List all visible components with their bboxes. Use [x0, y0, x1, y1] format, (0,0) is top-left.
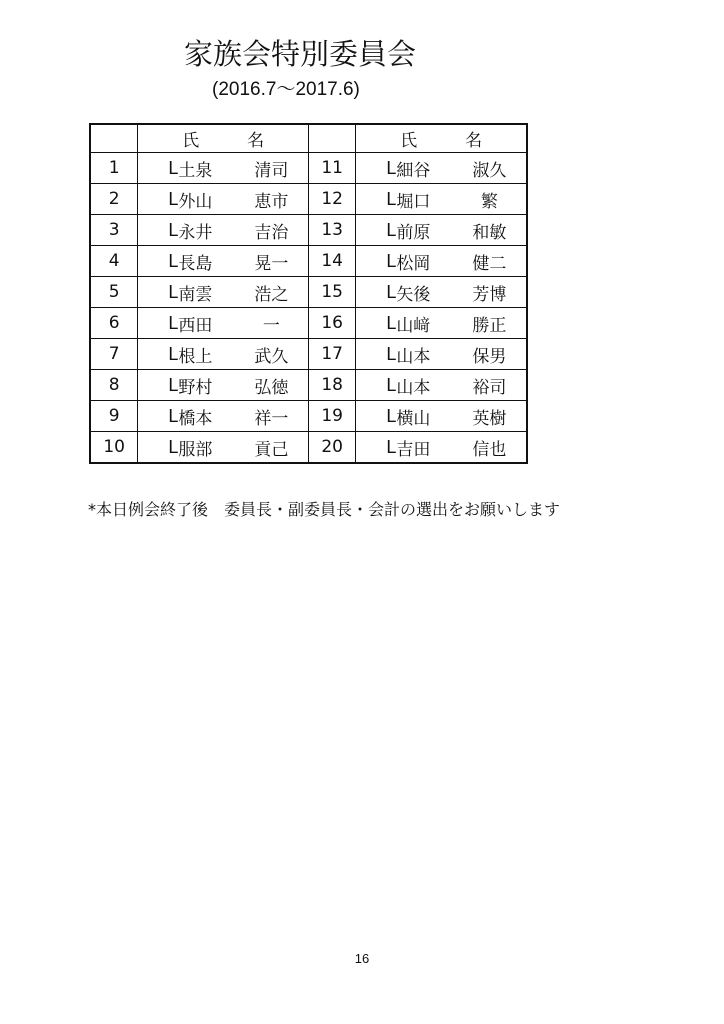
member-surname: 橋本 — [178, 408, 213, 429]
member-name-wrap — [356, 373, 526, 398]
member-name-wrap — [138, 435, 308, 460]
member-number-right: 11 — [308, 153, 355, 184]
member-surname: 細谷 — [396, 160, 431, 181]
member-number-left: 7 — [90, 339, 138, 370]
member-name-wrap — [138, 373, 308, 398]
member-name-right — [356, 370, 527, 401]
member-surname: 永井 — [178, 222, 213, 243]
lions-prefix: L — [168, 188, 179, 209]
member-surname: 根上 — [178, 346, 213, 367]
member-name-wrap — [356, 218, 526, 243]
member-name-right — [356, 277, 527, 308]
member-name-wrap — [138, 404, 308, 429]
member-name-wrap — [356, 156, 526, 181]
member-name-right — [356, 246, 527, 277]
lions-prefix: L — [386, 312, 397, 333]
member-number-right: 20 — [308, 432, 355, 464]
member-name-right — [356, 339, 527, 370]
header-number-left — [90, 124, 138, 153]
member-number-right: 12 — [308, 184, 355, 215]
member-name-left — [138, 308, 309, 339]
lions-prefix: L — [386, 219, 397, 240]
member-given-name: 裕司 — [472, 377, 507, 398]
member-surname: 松岡 — [396, 253, 431, 274]
member-name-right — [356, 215, 527, 246]
lions-prefix: L — [386, 281, 397, 302]
member-surname: 長島 — [178, 253, 213, 274]
member-number-left: 8 — [90, 370, 138, 401]
member-given-name: 健二 — [472, 253, 507, 274]
member-given-name: 吉治 — [254, 222, 289, 243]
member-number-right: 14 — [308, 246, 355, 277]
member-surname: 山本 — [396, 346, 431, 367]
lions-prefix: L — [386, 405, 397, 426]
member-given-name: 繁 — [480, 191, 498, 212]
member-number-left: 3 — [90, 215, 138, 246]
member-surname: 堀口 — [396, 191, 431, 212]
member-name-wrap — [138, 342, 308, 367]
lions-prefix: L — [386, 250, 397, 271]
member-given-name: 淑久 — [472, 160, 507, 181]
lions-prefix: L — [168, 343, 179, 364]
lions-prefix: L — [386, 343, 397, 364]
member-name-wrap — [356, 342, 526, 367]
member-number-left: 4 — [90, 246, 138, 277]
member-surname: 南雲 — [178, 284, 213, 305]
member-name-left — [138, 246, 309, 277]
member-name-left — [138, 184, 309, 215]
member-given-name: 勝正 — [472, 315, 507, 336]
member-surname: 西田 — [178, 315, 213, 336]
member-given-name: 信也 — [472, 439, 507, 460]
member-number-left: 2 — [90, 184, 138, 215]
member-number-left: 1 — [90, 153, 138, 184]
member-given-name: 恵市 — [254, 191, 289, 212]
header-name-left: 氏 名 — [138, 124, 309, 153]
member-surname: 前原 — [396, 222, 431, 243]
member-number-right: 16 — [308, 308, 355, 339]
member-surname: 山本 — [396, 377, 431, 398]
member-given-name: 晃一 — [254, 253, 289, 274]
footnote-body: 委員長・副委員長・会計の選出をお願いします — [224, 500, 561, 519]
member-given-name: 和敏 — [472, 222, 507, 243]
lions-prefix: L — [168, 405, 179, 426]
member-name-wrap — [356, 249, 526, 274]
table-row — [90, 246, 527, 277]
table-row — [90, 277, 527, 308]
member-name-wrap — [356, 187, 526, 212]
member-name-left — [138, 401, 309, 432]
member-number-left: 10 — [90, 432, 138, 464]
member-name-right — [356, 153, 527, 184]
table-row — [90, 432, 527, 464]
member-given-name: 保男 — [472, 346, 507, 367]
header-number-right — [308, 124, 355, 153]
table-row — [90, 370, 527, 401]
table-row — [90, 339, 527, 370]
member-given-name: 清司 — [254, 160, 289, 181]
member-number-left: 9 — [90, 401, 138, 432]
member-name-left — [138, 153, 309, 184]
member-name-left — [138, 339, 309, 370]
member-number-right: 13 — [308, 215, 355, 246]
lions-prefix: L — [168, 157, 179, 178]
term-period: (2016.7～2017.6) — [212, 79, 360, 100]
member-name-wrap — [138, 249, 308, 274]
lions-prefix: L — [168, 436, 179, 457]
member-surname: 野村 — [178, 377, 213, 398]
lions-prefix: L — [168, 250, 179, 271]
member-number-left: 6 — [90, 308, 138, 339]
member-name-wrap — [138, 311, 308, 336]
page-number: 16 — [354, 951, 370, 966]
page-title: 家族会特別委員会 — [184, 37, 417, 71]
member-given-name: 芳博 — [472, 284, 507, 305]
member-surname: 山﨑 — [396, 315, 431, 336]
member-number-right: 18 — [308, 370, 355, 401]
member-name-wrap — [138, 280, 308, 305]
lions-prefix: L — [386, 157, 397, 178]
lions-prefix: L — [168, 281, 179, 302]
member-given-name: 英樹 — [472, 408, 507, 429]
table-header-row — [90, 124, 527, 153]
table-row — [90, 308, 527, 339]
member-number-right: 19 — [308, 401, 355, 432]
member-given-name: 弘徳 — [254, 377, 289, 398]
member-name-wrap — [138, 187, 308, 212]
member-name-right — [356, 184, 527, 215]
member-surname: 服部 — [178, 439, 213, 460]
table-row — [90, 215, 527, 246]
member-name-wrap — [356, 311, 526, 336]
member-given-name: 一 — [262, 315, 280, 336]
member-surname: 吉田 — [396, 439, 431, 460]
header-name-right: 氏 名 — [356, 124, 527, 153]
lions-prefix: L — [386, 374, 397, 395]
member-surname: 横山 — [396, 408, 431, 429]
member-name-left — [138, 370, 309, 401]
table-row — [90, 401, 527, 432]
member-name-wrap — [356, 435, 526, 460]
member-given-name: 浩之 — [254, 284, 289, 305]
member-number-right: 15 — [308, 277, 355, 308]
lions-prefix: L — [168, 312, 179, 333]
footnote-lead: *本日例会終了後 — [88, 500, 209, 519]
member-number-right: 17 — [308, 339, 355, 370]
member-name-wrap — [356, 404, 526, 429]
member-name-wrap — [356, 280, 526, 305]
table-body — [90, 153, 527, 464]
member-name-left — [138, 215, 309, 246]
member-surname: 外山 — [178, 191, 213, 212]
member-surname: 矢後 — [396, 284, 431, 305]
footnote — [88, 497, 560, 520]
member-given-name: 貢己 — [254, 439, 289, 460]
member-name-left — [138, 277, 309, 308]
member-name-right — [356, 432, 527, 464]
lions-prefix: L — [168, 219, 179, 240]
lions-prefix: L — [386, 188, 397, 209]
member-name-right — [356, 401, 527, 432]
member-name-left — [138, 432, 309, 464]
table-row — [90, 184, 527, 215]
member-number-left: 5 — [90, 277, 138, 308]
member-name-wrap — [138, 156, 308, 181]
lions-prefix: L — [386, 436, 397, 457]
member-given-name: 武久 — [254, 346, 289, 367]
table-row — [90, 153, 527, 184]
lions-prefix: L — [168, 374, 179, 395]
member-name-wrap — [138, 218, 308, 243]
member-given-name: 祥一 — [254, 408, 289, 429]
member-surname: 土泉 — [178, 160, 213, 181]
member-name-right — [356, 308, 527, 339]
committee-member-table — [89, 123, 528, 464]
